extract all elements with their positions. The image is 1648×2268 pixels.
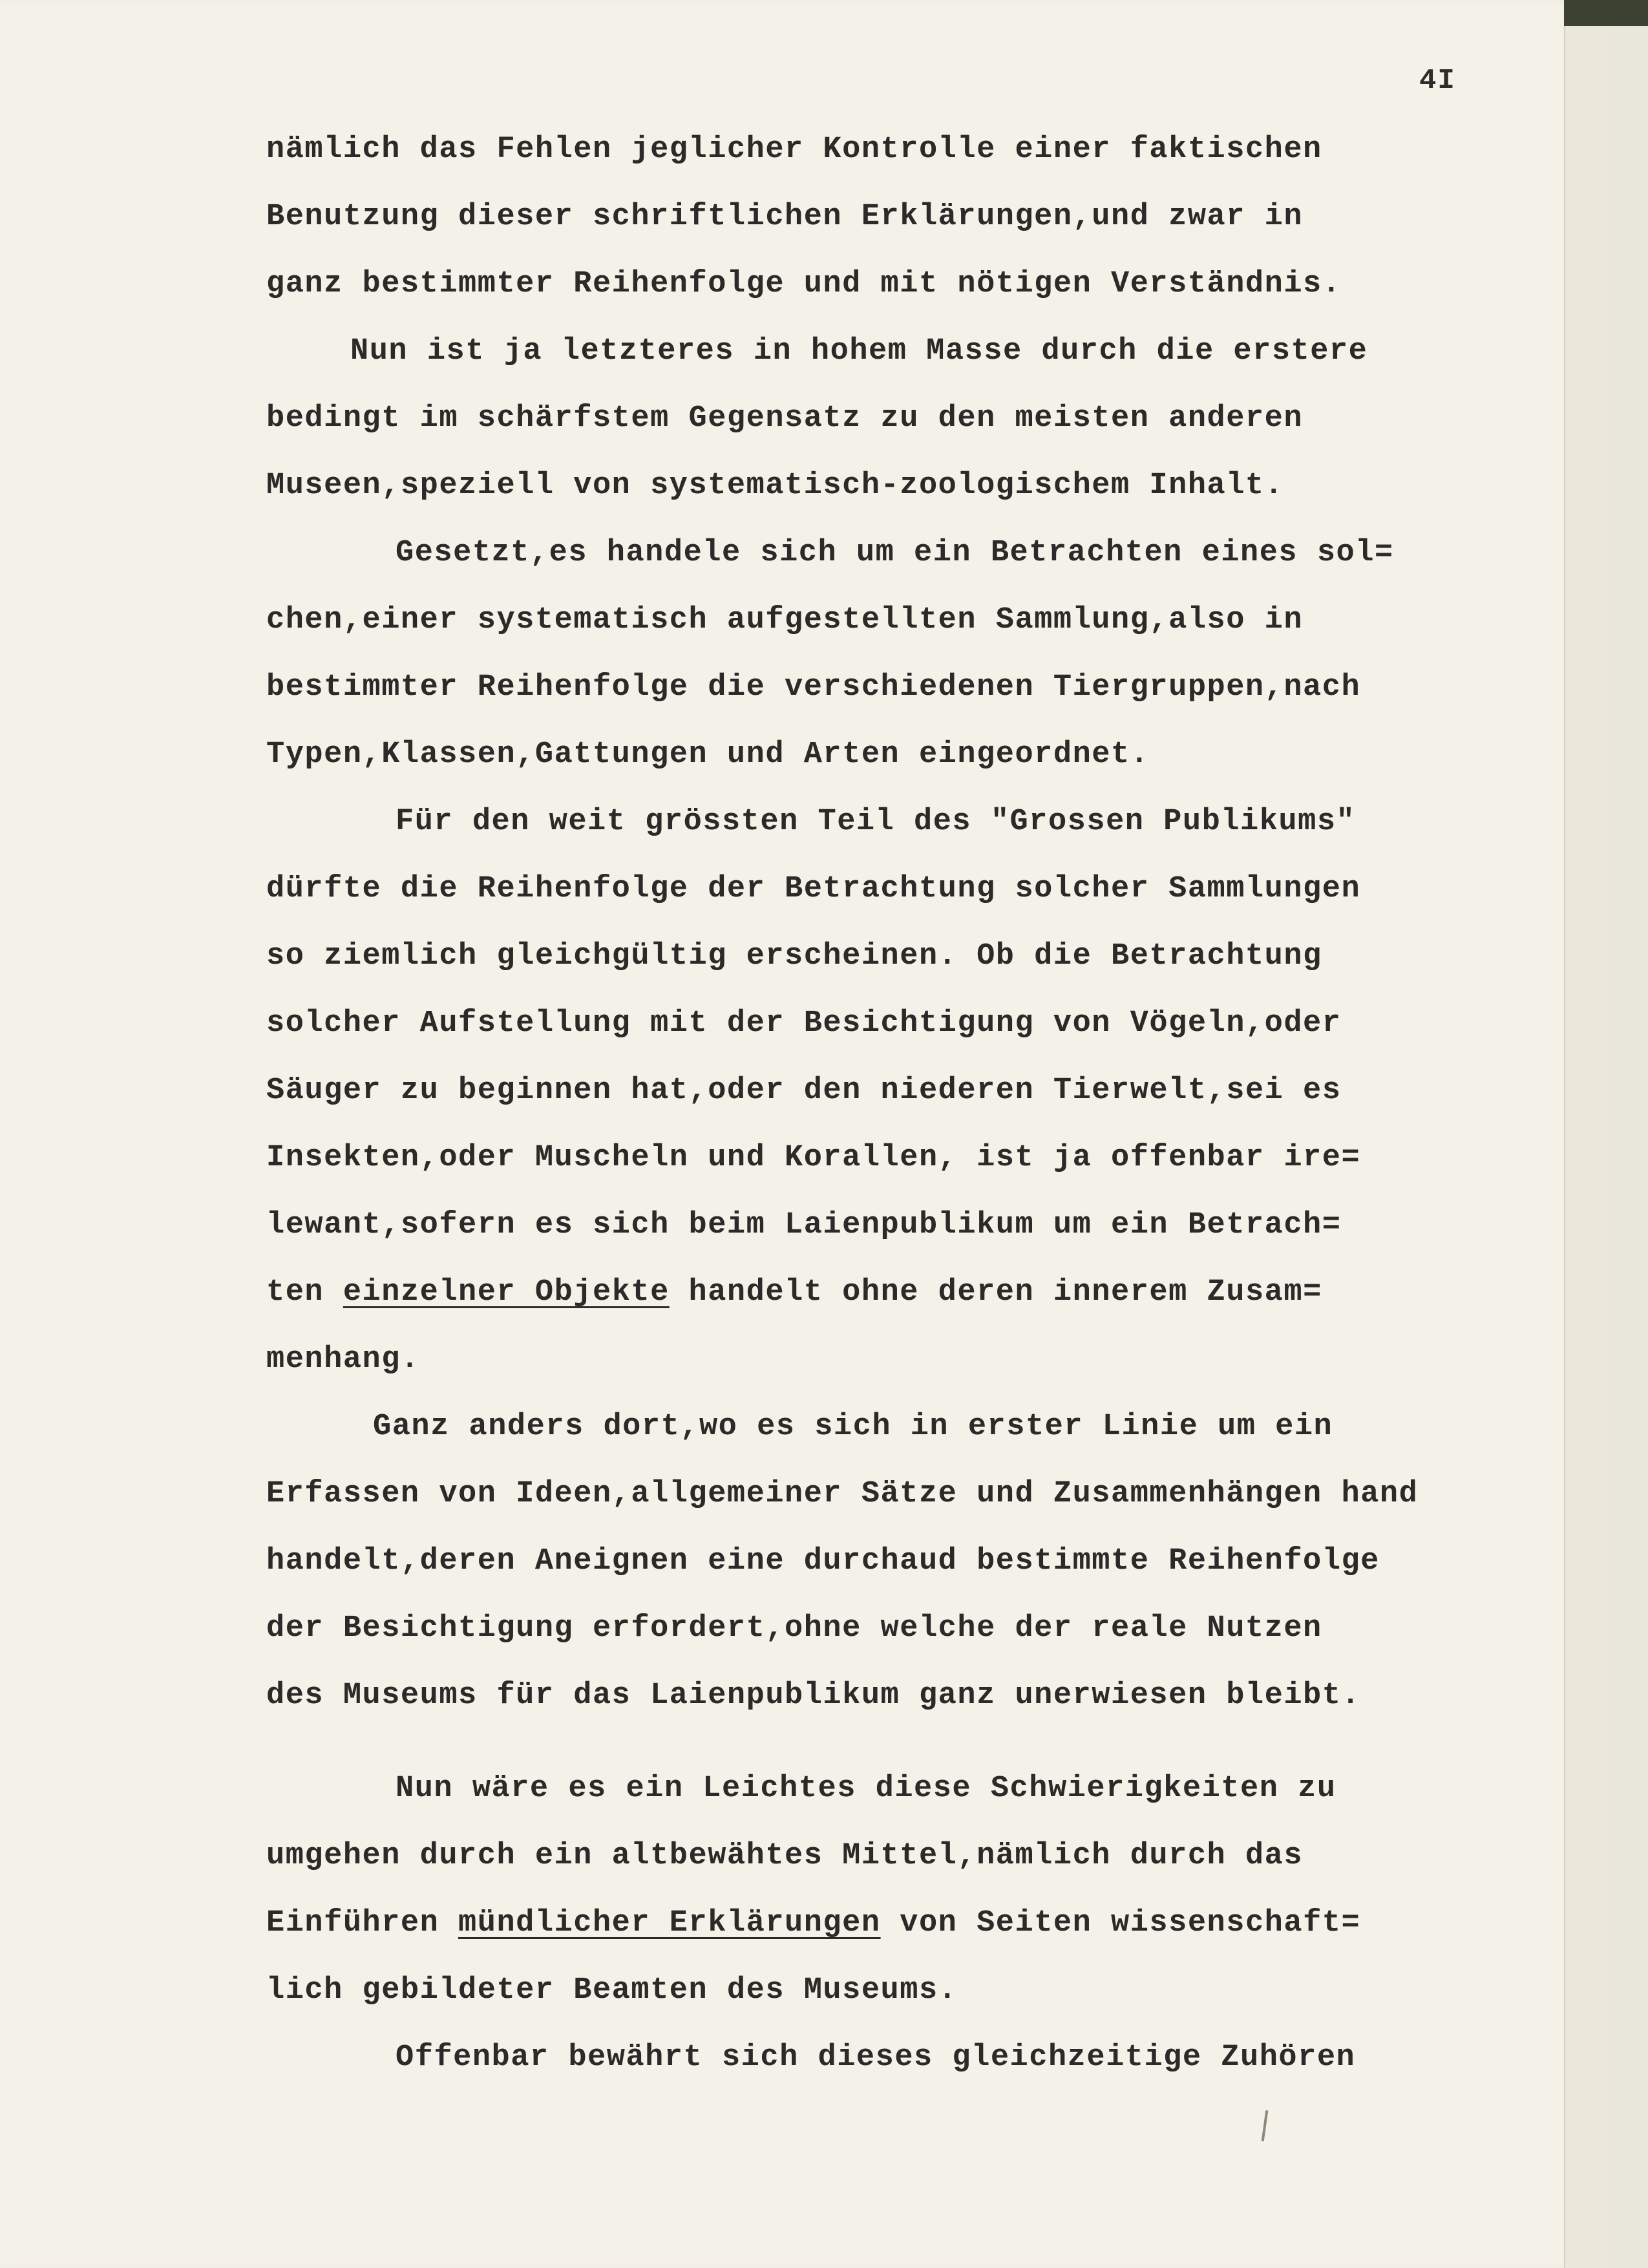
line-text: umgehen durch ein altbewähtes Mittel,nämlich durch das: [266, 1839, 1304, 1873]
line-text: Benutzung dieser schriftlichen Erklärungen,und zwar in: [266, 200, 1304, 234]
line-text: lich gebildeter Beamten des Museums.: [266, 1973, 958, 2008]
text-line: [266, 1595, 1552, 1662]
line-text: menhang.: [266, 1342, 420, 1377]
line-text: Typen,Klassen,Gattungen und Arten eingeordnet.: [266, 737, 1150, 772]
line-text: Offenbar bewährt sich dieses gleichzeitige Zuhören: [396, 2040, 1356, 2075]
line-text: Einführen: [266, 1906, 459, 1940]
text-line: [266, 721, 1552, 789]
line-text: Für den weit grössten Teil des "Grossen Publikums": [396, 805, 1356, 839]
text-line: [266, 184, 1552, 251]
text-line: [266, 654, 1552, 721]
text-line: [266, 318, 1552, 385]
line-text: ten: [266, 1275, 343, 1309]
text-line: [266, 1192, 1552, 1259]
text-line: [266, 1823, 1552, 1890]
scan-background-corner: [1564, 0, 1648, 26]
line-text: dürfte die Reihenfolge der Betrachtung solcher Sammlungen: [266, 872, 1361, 906]
line-text: der Besichtigung erfordert,ohne welche der reale Nutzen: [266, 1611, 1322, 1646]
text-line: [266, 1394, 1552, 1461]
line-text: solcher Aufstellung mit der Besichtigung von Vögeln,oder: [266, 1006, 1342, 1041]
text-line: [266, 2024, 1552, 2092]
line-text: so ziemlich gleichgültig erscheinen. Ob die Betrachtung: [266, 939, 1322, 973]
text-line: [266, 1057, 1552, 1125]
text-line: [266, 1461, 1552, 1528]
line-text-continued: handelt ohne deren innerem Zusam=: [669, 1275, 1322, 1309]
text-line: [266, 452, 1552, 520]
text-line: [266, 251, 1552, 318]
text-line: [266, 1259, 1552, 1326]
line-text-continued: von Seiten wissenschaft=: [880, 1906, 1361, 1940]
line-text: Nun ist ja letzteres in hohem Masse durch die erstere: [350, 334, 1368, 368]
text-line: [266, 385, 1552, 452]
text-line: [266, 789, 1552, 856]
text-line: [266, 116, 1552, 184]
text-line: [266, 1957, 1552, 2024]
text-line: [266, 1662, 1552, 1730]
paragraph-gap: [266, 1730, 1552, 1755]
line-text: Museen,speziell von systematisch-zoologischem Inhalt.: [266, 469, 1284, 503]
line-text: bedingt im schärfstem Gegensatz zu den meisten anderen: [266, 401, 1304, 436]
page-number: 4I: [1419, 65, 1456, 97]
text-line: [266, 990, 1552, 1057]
text-line: [266, 587, 1552, 654]
underlined-phrase: einzelner Objekte: [343, 1275, 670, 1309]
text-line: [266, 1755, 1552, 1823]
text-line: [266, 1528, 1552, 1595]
line-text: Ganz anders dort,wo es sich in erster Linie um ein: [373, 1410, 1333, 1444]
underlying-page-edge: [1564, 19, 1611, 2268]
text-line: [266, 1125, 1552, 1192]
line-text: des Museums für das Laienpublikum ganz unerwiesen bleibt.: [266, 1679, 1361, 1713]
line-text: handelt,deren Aneignen eine durchaud bestimmte Reihenfolge: [266, 1544, 1380, 1578]
line-text: chen,einer systematisch aufgestellten Sammlung,also in: [266, 603, 1304, 637]
line-text: Gesetzt,es handele sich um ein Betrachten eines sol=: [396, 536, 1394, 570]
line-text: Insekten,oder Muscheln und Korallen, ist ja offenbar ire=: [266, 1141, 1361, 1175]
text-line: [266, 1326, 1552, 1394]
line-text: Säuger zu beginnen hat,oder den niederen Tierwelt,sei es: [266, 1074, 1342, 1108]
underlined-phrase: mündlicher Erklärungen: [458, 1906, 881, 1940]
line-text: Nun wäre es ein Leichtes diese Schwierigkeiten zu: [396, 1772, 1336, 1806]
line-text: bestimmter Reihenfolge die verschiedenen Tiergruppen,nach: [266, 670, 1361, 705]
line-text: nämlich das Fehlen jeglicher Kontrolle einer faktischen: [266, 132, 1322, 167]
typewritten-text: [266, 116, 1552, 2092]
text-line: [266, 520, 1552, 587]
text-line: [266, 856, 1552, 923]
text-line: [266, 923, 1552, 990]
text-line: [266, 1890, 1552, 1957]
line-text: Erfassen von Ideen,allgemeiner Sätze und Zusammenhängen hand: [266, 1477, 1419, 1511]
line-text: lewant,sofern es sich beim Laienpublikum um ein Betrach=: [266, 1208, 1342, 1242]
line-text: ganz bestimmter Reihenfolge und mit nötigen Verständnis.: [266, 267, 1342, 301]
